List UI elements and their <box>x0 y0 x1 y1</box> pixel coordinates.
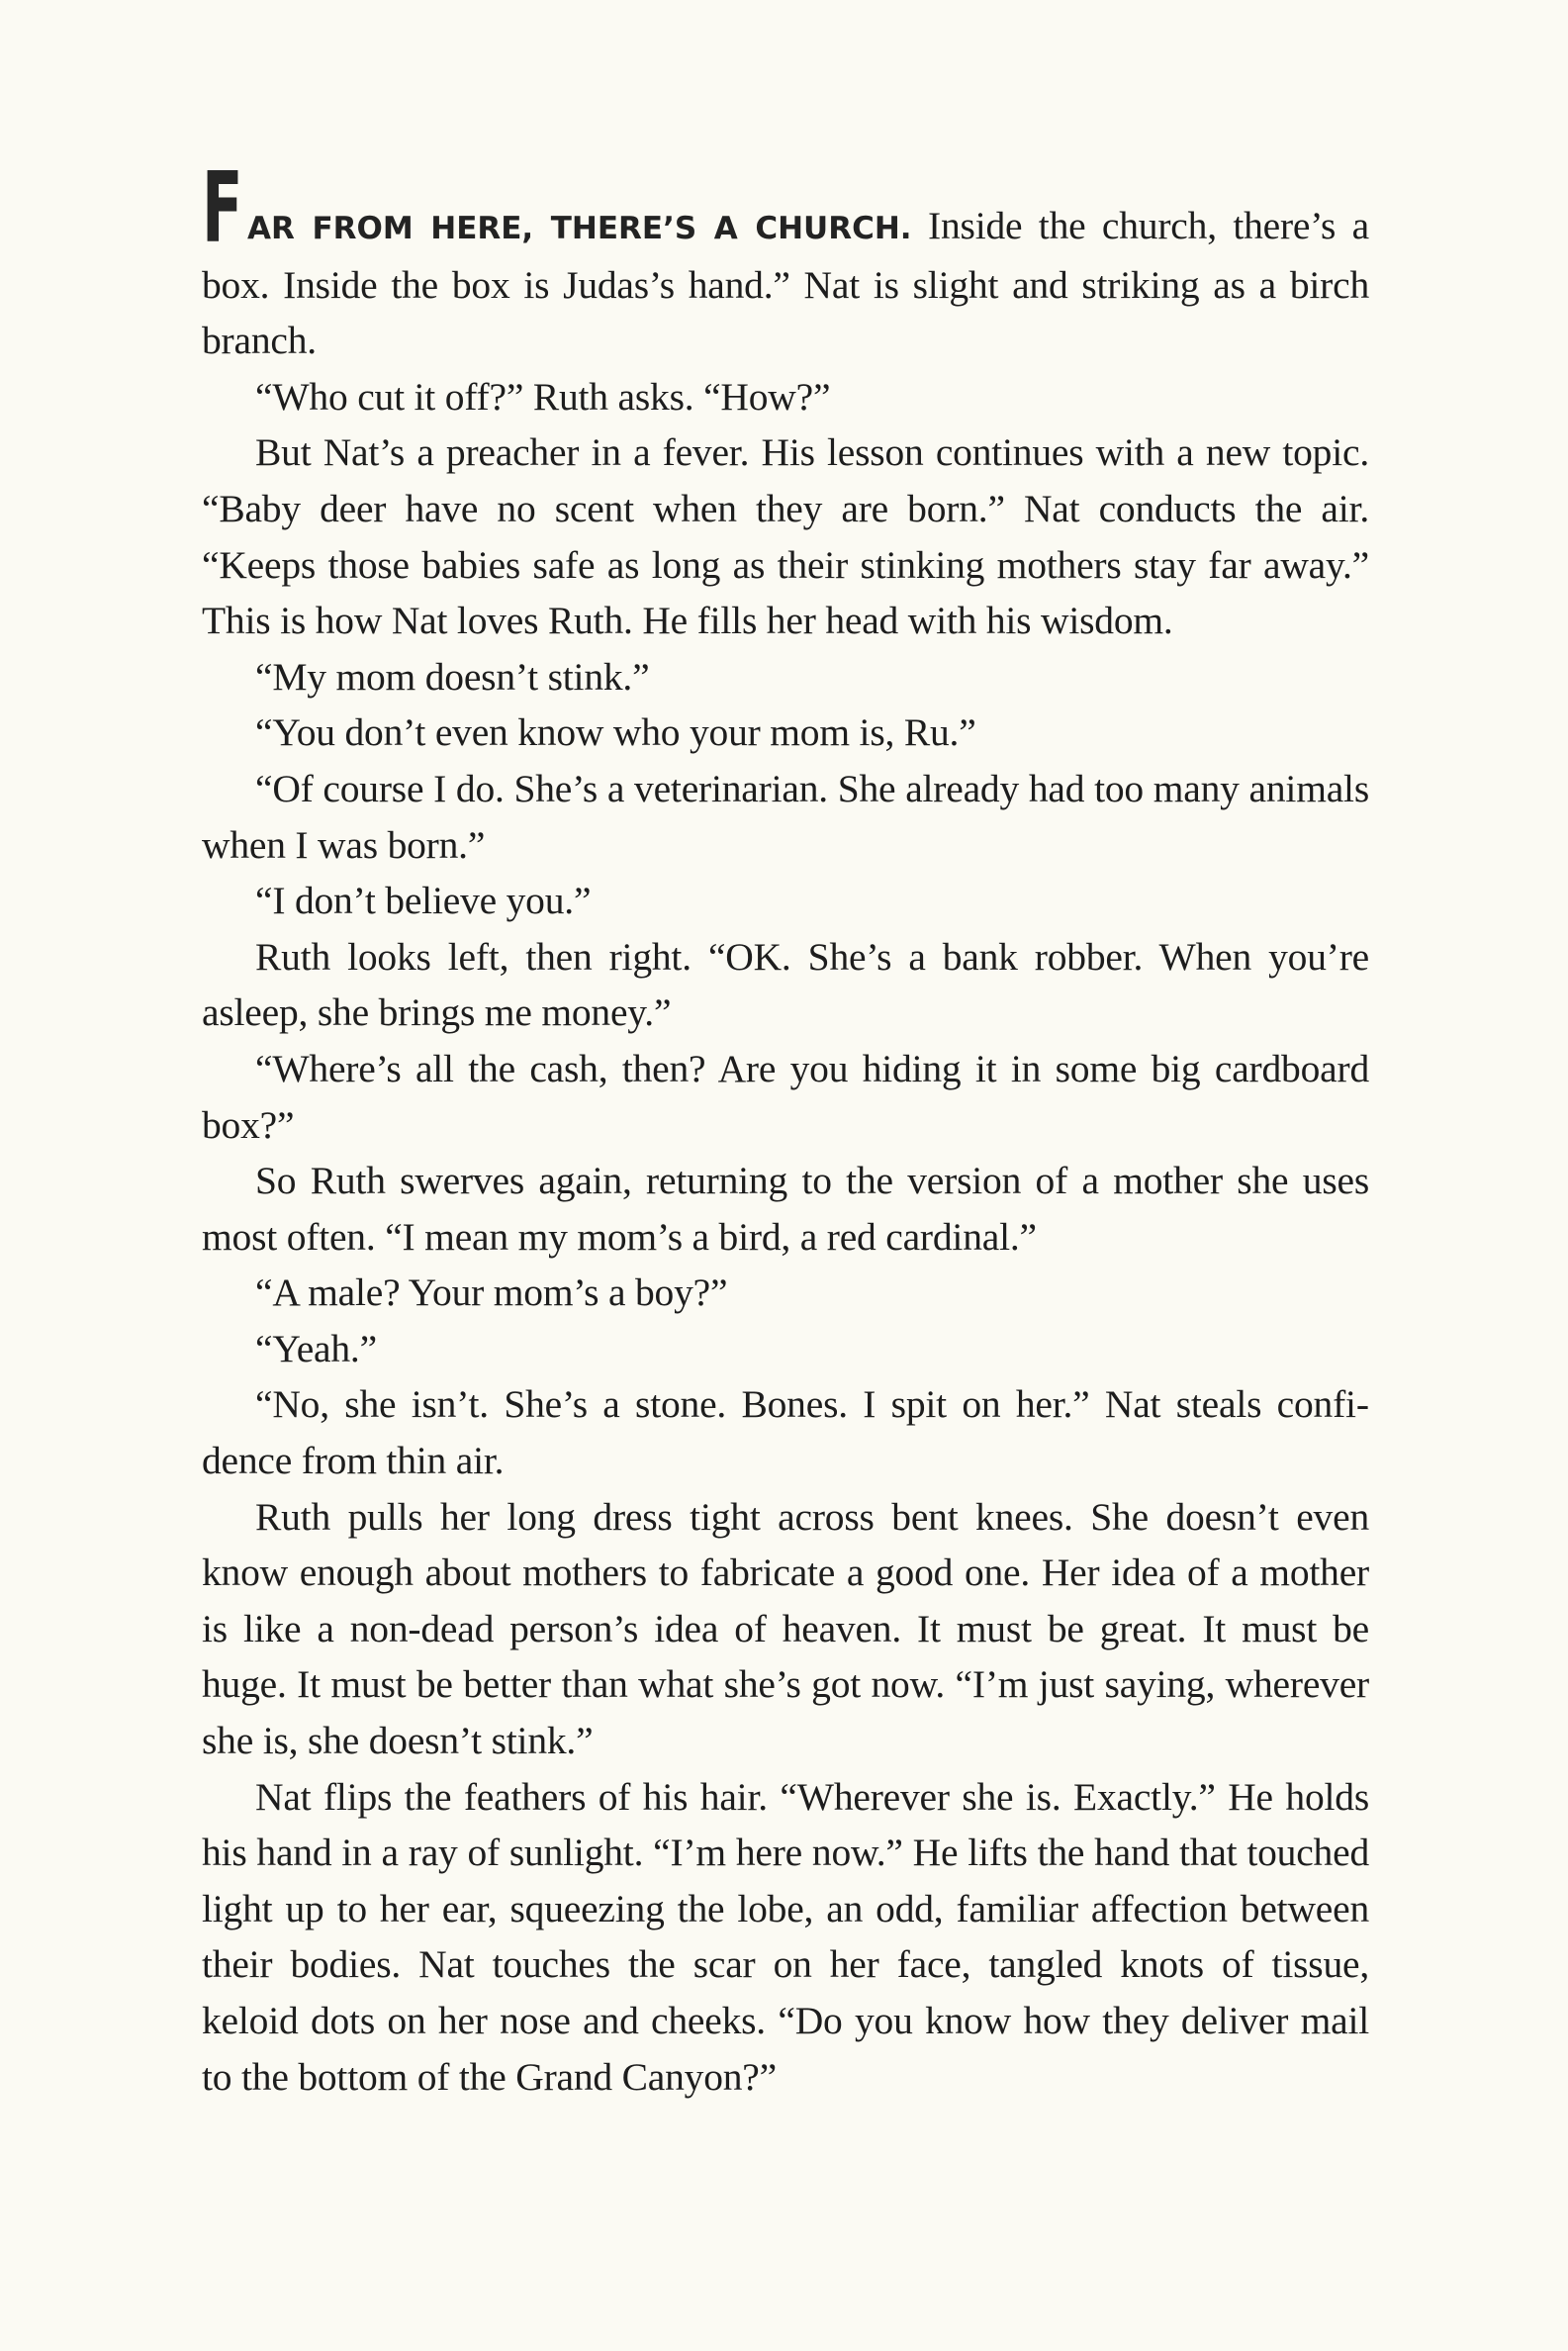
paragraph: “You don’t even know who your mom is, Ru.” <box>255 710 976 755</box>
opening-paragraph-text: Inside the church, there’s a box. Inside the box is Judas’s hand.” Nat is slight and striking as a birch branch. <box>202 204 1370 363</box>
paragraph: “Of course I do. She’s a veterinarian. She already had too many animals when I was born.” <box>202 766 1369 867</box>
paragraph: Ruth looks left, then right. “OK. She’s a bank robber. When you’re asleep, she brings me money.” <box>202 934 1369 1035</box>
paragraph: “No, she isn’t. She’s a stone. Bones. I spit on her.” Nat steals confidence from thin air. <box>202 1382 1369 1483</box>
paragraph: So Ruth swerves again, returning to the version of a mother she uses most often. “I mean my mom’s a bird, a red cardinal.” <box>202 1159 1369 1259</box>
paragraph: “Yeah.” <box>255 1326 377 1370</box>
paragraph: “My mom doesn’t stink.” <box>255 654 650 699</box>
paragraph: But Nat’s a preacher in a fever. His lesson continues with a new topic. “Baby deer have no scent when they are born.” Nat conducts the air. “Keeps those babies safe as long as their stinking mothers stay far away.” This is how Nat loves Ruth. He fills her head with his wisdom. <box>202 430 1369 643</box>
body-text <box>202 152 1370 2105</box>
paragraph: Ruth pulls her long dress tight across bent knees. She doesn’t even know enough about mothers to fabricate a good one. Her idea of a mother is like a non-dead person’s idea of heaven. It must be great. It must be huge. It must be better than what she’s got now. “I’m just saying, wherever she is, she doesn’t stink.” <box>202 1494 1369 1763</box>
lead-in-caps: AR FROM HERE, THERE’S A CHURCH. <box>247 211 912 246</box>
paragraph: “I don’t believe you.” <box>255 879 592 923</box>
opening-paragraph <box>202 152 1370 369</box>
paragraph: Nat flips the feathers of his hair. “Wherever she is. Exactly.” He holds his hand in a ray of sunlight. “I’m here now.” He lifts the hand that touched light up to her ear, squeezing the lobe, an odd, familiar affection between their bodies. Nat touches the scar on her face, tangled knots of tissue, keloid dots on her nose and cheeks. “Do you know how they deliver mail to the bottom of the Grand Canyon?” <box>202 1774 1369 2099</box>
drop-cap: F <box>202 152 243 265</box>
paragraph: “Who cut it off?” Ruth asks. “How?” <box>255 374 831 419</box>
paragraph: “A male? Your mom’s a boy?” <box>255 1270 728 1315</box>
paragraph: “Where’s all the cash, then? Are you hiding it in some big cardboard box?” <box>202 1046 1369 1147</box>
